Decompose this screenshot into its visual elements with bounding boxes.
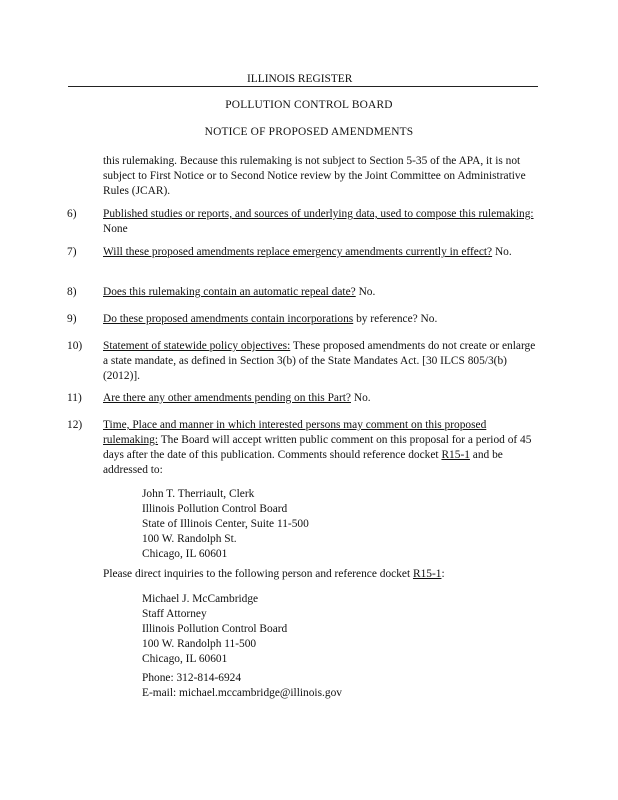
- item-12-tail: and be addressed to:: [103, 449, 503, 476]
- item-10-heading: Statement of statewide policy objectives:: [103, 340, 291, 352]
- item-7-text: [103, 245, 543, 260]
- contact-line: Staff Attorney: [142, 608, 207, 620]
- register-title-text: ILLINOIS REGISTER: [247, 73, 353, 85]
- item-9-answer: by reference? No.: [353, 313, 438, 325]
- inquiries-text: Please direct inquiries to the following person and reference docket: [103, 568, 413, 580]
- item-8-heading: Does this rulemaking contain an automatic repeal date?: [103, 286, 356, 298]
- item-12-body: The Board will accept written public comment on this proposal for a period of 45 days after the date of this publication. Comments should reference docket: [103, 434, 532, 461]
- item-9-number: 9): [67, 313, 77, 325]
- item-9-text: [103, 312, 543, 327]
- item-11-text: [103, 391, 543, 406]
- clerk-address: [142, 487, 522, 562]
- inquiries-paragraph: [103, 567, 543, 582]
- item-8-number: 8): [67, 286, 77, 298]
- item-12-heading: Time, Place and manner in which interested persons may comment on this proposed rulemaking:: [103, 419, 487, 446]
- item-10-answer: These proposed amendments do not create or enlarge a state mandate, as defined in Section 3(b) of the State Mandates Act. [30 ILCS 805/3(b) (2012)].: [103, 340, 536, 382]
- item-7-answer: No.: [492, 246, 512, 258]
- register-title: [247, 72, 352, 87]
- contact-block: [142, 592, 522, 667]
- item-12-text: [103, 418, 543, 478]
- item-7-number: 7): [67, 246, 77, 258]
- contact-line: Michael J. McCambridge: [142, 593, 259, 605]
- intro-paragraph: this rulemaking. Because this rulemaking is not subject to Section 5-35 of the APA, it is not subject to First Notice or to Second Notice review by the Joint Committee on Administrative Rules (JCAR).: [103, 155, 526, 197]
- item-6-answer: None: [103, 223, 128, 235]
- address-line: 100 W. Randolph St.: [142, 533, 237, 545]
- item-10-text: [103, 339, 543, 384]
- item-12-docket: R15-1: [441, 449, 470, 461]
- address-line: John T. Therriault, Clerk: [142, 488, 255, 500]
- contact-line: Chicago, IL 60601: [142, 653, 228, 665]
- address-line: Chicago, IL 60601: [142, 548, 228, 560]
- address-line: Illinois Pollution Control Board: [142, 503, 288, 515]
- contact-email: E-mail: michael.mccambridge@illinois.gov: [142, 687, 342, 699]
- item-6-text: [103, 207, 543, 237]
- notice-heading: NOTICE OF PROPOSED AMENDMENTS: [204, 126, 414, 138]
- item-10-number: 10): [67, 340, 83, 352]
- item-8-answer: No.: [355, 286, 376, 298]
- header-rule: [68, 86, 538, 87]
- contact-phone: Phone: 312-814-6924: [142, 672, 242, 684]
- item-11-answer: No.: [351, 392, 371, 404]
- item-12-number: 12): [67, 419, 83, 431]
- inquiries-tail: :: [441, 568, 445, 580]
- item-11-number: 11): [67, 392, 82, 404]
- address-line: State of Illinois Center, Suite 11-500: [142, 518, 309, 530]
- item-6-number: 6): [67, 208, 77, 220]
- board-heading: POLLUTION CONTROL BOARD: [225, 99, 393, 111]
- contact-details: [142, 671, 522, 701]
- item-11-heading: Are there any other amendments pending on this Part?: [103, 392, 351, 404]
- contact-line: 100 W. Randolph 11-500: [142, 638, 257, 650]
- contact-line: Illinois Pollution Control Board: [142, 623, 288, 635]
- inquiries-docket: R15-1: [412, 568, 442, 580]
- item-9-heading: Do these proposed amendments contain incorporations: [103, 313, 354, 325]
- item-7-heading: Will these proposed amendments replace emergency amendments currently in effect?: [103, 246, 493, 258]
- item-8-text: [103, 285, 543, 300]
- item-6-heading: Published studies or reports, and sources of underlying data, used to compose this rulemaking:: [103, 208, 534, 220]
